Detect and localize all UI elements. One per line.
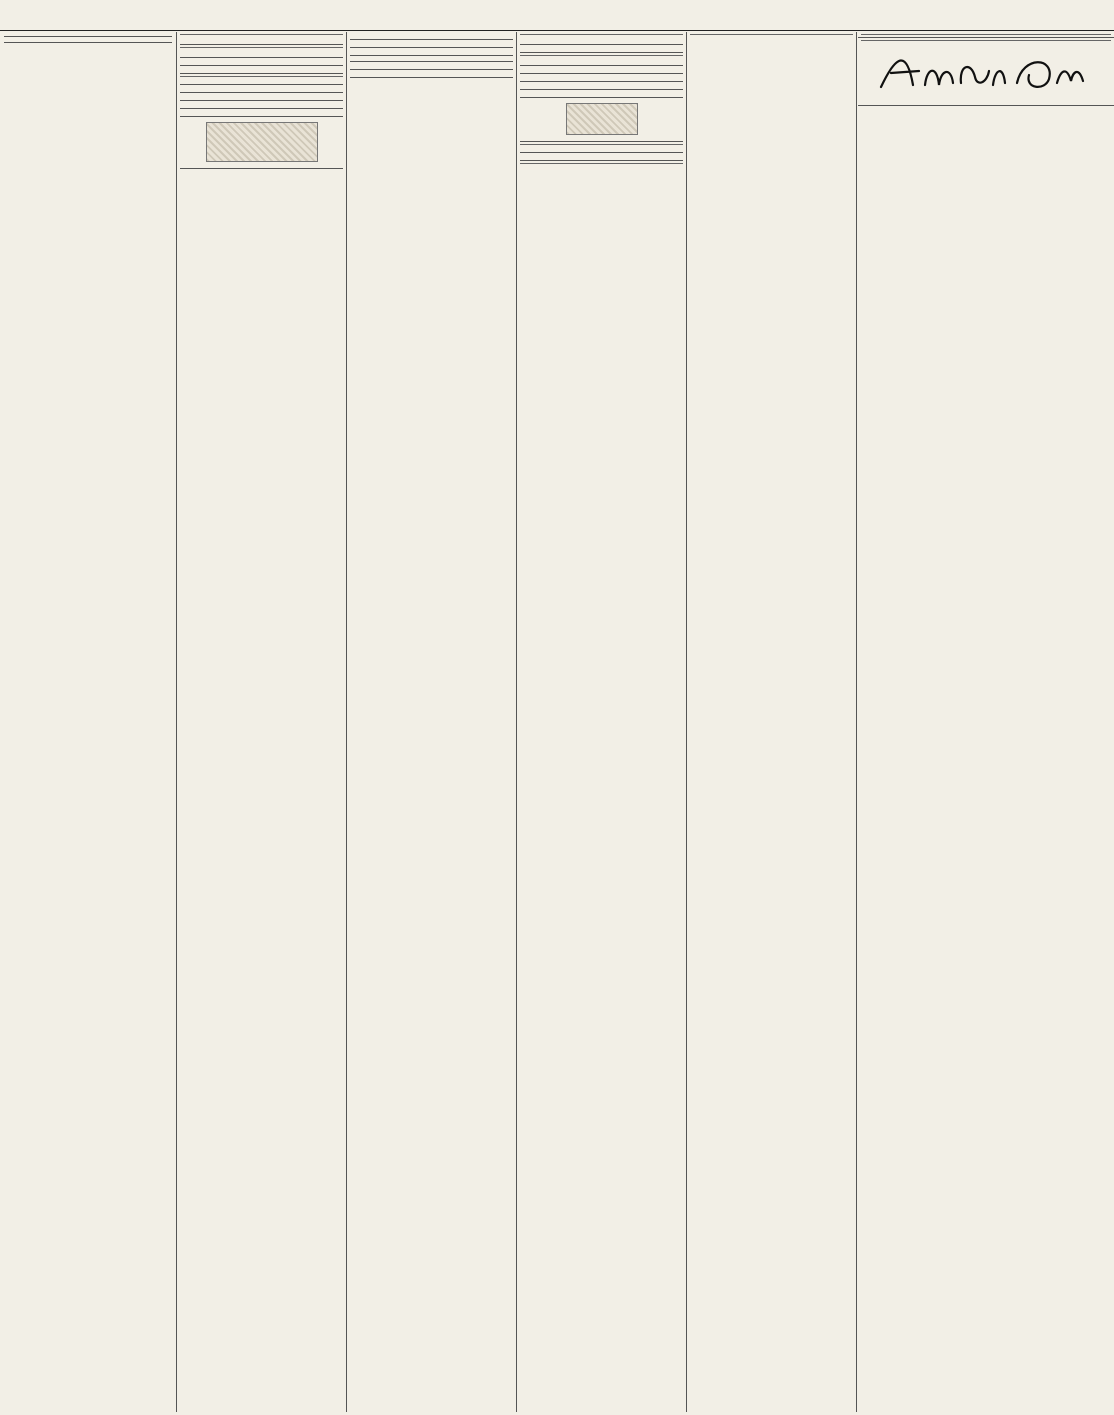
gospel-address-advert [520, 82, 683, 90]
section-header [180, 74, 343, 77]
column-rule [856, 32, 857, 1412]
bankruptcy-advert [350, 70, 513, 78]
wool-advances-advert [520, 153, 683, 161]
andrew-orr-advert [858, 37, 1114, 105]
column-news [4, 32, 172, 1412]
section-header [861, 38, 1111, 41]
concert-advert [4, 42, 172, 48]
sidney-wolf-advert [180, 93, 343, 101]
matson-auction-advert [350, 48, 513, 56]
coal-advert [180, 109, 343, 117]
alfred-harrison-advert [520, 166, 683, 173]
section-header [861, 32, 1111, 35]
column-auctions [350, 32, 513, 1412]
section-heading-telegrams [4, 36, 172, 40]
early-closing-advert [520, 58, 683, 66]
horse-illustration [206, 122, 318, 162]
column-rule [176, 32, 177, 1412]
right-region [858, 32, 1114, 1412]
section-header [520, 142, 683, 145]
orange-lodge-advert [520, 98, 683, 142]
builders-advert [520, 45, 683, 53]
lodge-emblem-illustration [566, 103, 638, 135]
garden-party-advert [520, 74, 683, 82]
section-header [520, 161, 683, 164]
kingfisher-advert [180, 117, 343, 169]
property-tax-notice [180, 169, 343, 176]
clearing-sale-advert [350, 78, 513, 85]
masthead [0, 4, 1114, 31]
section-header [690, 32, 853, 35]
special-notice-advert [180, 101, 343, 109]
column-rule [346, 32, 347, 1412]
prichard-advert [858, 105, 1114, 108]
column-rule [516, 32, 517, 1412]
for-sale-advert [180, 66, 343, 74]
methven-athletic-advert [350, 40, 513, 48]
section-header [520, 32, 683, 35]
caledonian-sports-advert [520, 90, 683, 98]
column-rule [686, 32, 687, 1412]
methven-racing-advert [350, 32, 513, 40]
section-header [520, 53, 683, 56]
to-let-advert [180, 50, 343, 58]
rakaia-sales-advert [180, 37, 343, 45]
manures-advert [180, 85, 343, 93]
column-stock-sales [180, 32, 343, 1412]
saturday-sale-advert [350, 62, 513, 70]
to-let-advert [180, 58, 343, 66]
section-header [180, 45, 343, 48]
andrew-orr-signature [867, 47, 1107, 99]
column-tenders [520, 32, 683, 1412]
washdyke-advert [520, 37, 683, 45]
anniversary-advert [520, 66, 683, 74]
column-friedlander [690, 32, 853, 1412]
section-header [180, 32, 343, 35]
